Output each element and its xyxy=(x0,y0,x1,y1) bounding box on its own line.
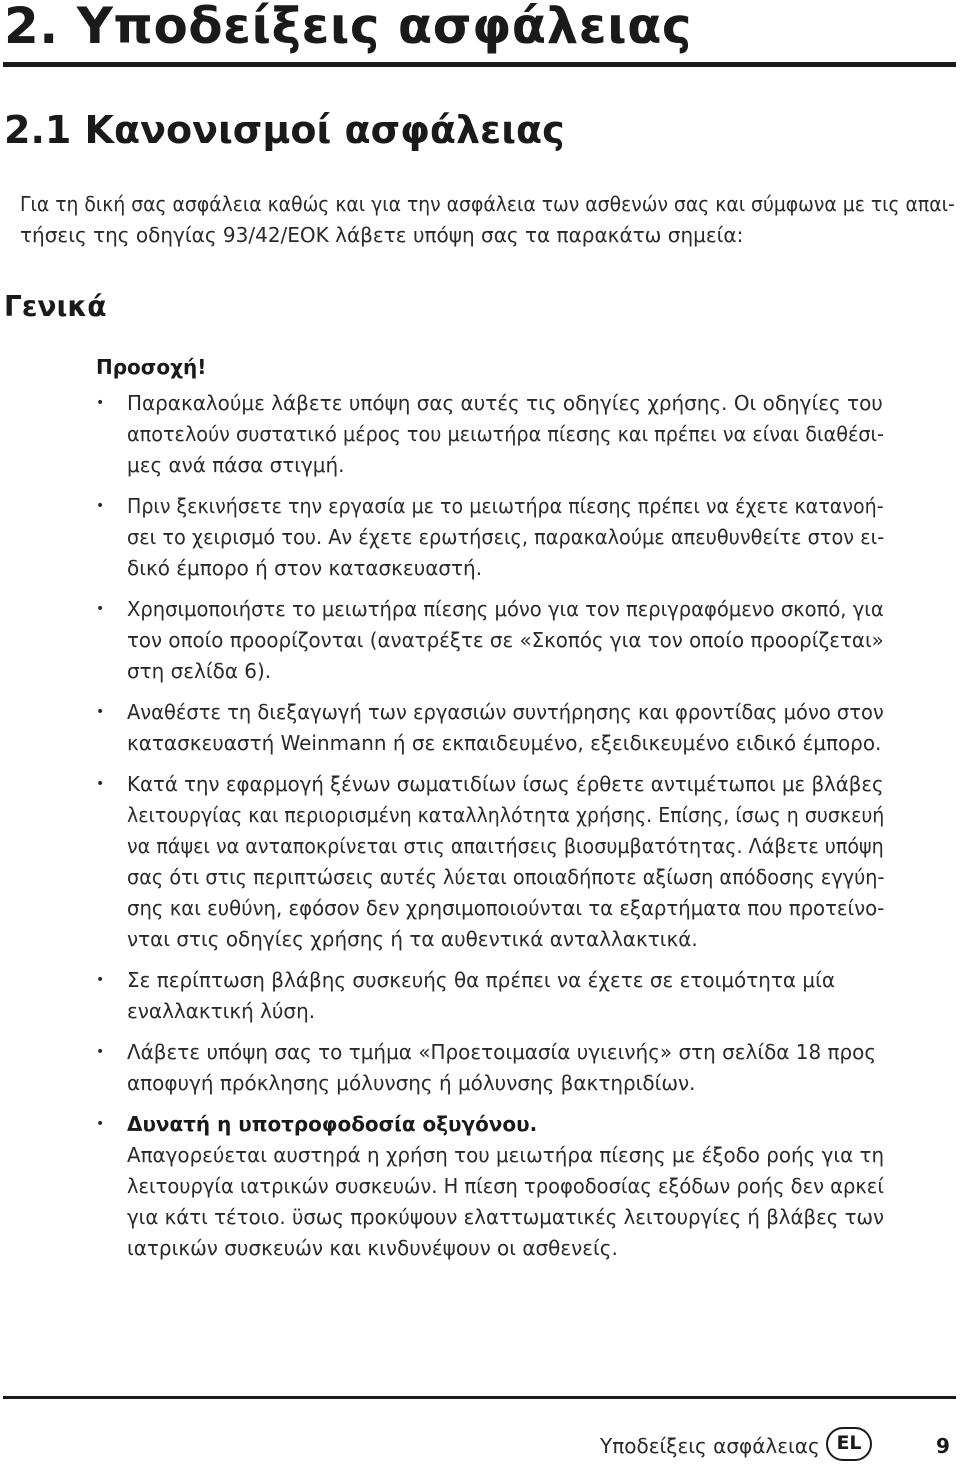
bullet-line: να πάψει να ανταποκρίνεται στις απαιτήσεις βιοσυμβατότητας. Λάβετε υπόψη xyxy=(127,834,884,858)
bullet-line: αποτελούν συστατικό μέρος του μειωτήρα πίεσης και πρέπει να είναι διαθέσι- xyxy=(127,422,884,446)
bullet-warning-heading: Δυνατή η υποτροφοδοσία οξυγόνου. xyxy=(127,1112,538,1136)
safety-bullet-instructions xyxy=(96,388,886,481)
bullet-line: Παρακαλούμε λάβετε υπόψη σας αυτές τις οδηγίες χρήσης. Οι οδηγίες του xyxy=(127,391,883,415)
bullet-line: ιατρικών συσκευών και κινδυνέψουν οι ασθενείς. xyxy=(127,1236,618,1260)
bullet-icon: • xyxy=(96,498,105,514)
bullet-line: σης και ευθύνη, εφόσον δεν χρησιμοποιούνται τα εξαρτήματα που προτείνο- xyxy=(127,896,885,920)
bullet-line: Πριν ξεκινήσετε την εργασία με το μειωτήρα πίεσης πρέπει να έχετε κατανοή- xyxy=(127,494,884,518)
bullet-line: σας ότι στις περιπτώσεις αυτές λύεται οποιαδήποτε αξίωση απόδοσης εγγύη- xyxy=(127,865,885,889)
bullet-line: Κατά την εφαρμογή ξένων σωματιδίων ίσως έρθετε αντιμέτωποι με βλάβες xyxy=(127,772,884,796)
intro-line: Για τη δική σας ασφάλεια καθώς και για την ασφάλεια των ασθενών σας και σύμφωνα με τις απαι- xyxy=(20,192,955,216)
title-divider xyxy=(3,62,956,67)
bullet-line: τον οποίο προορίζονται (ανατρέξτε σε «Σκοπός για τον οποίο προορίζεται» xyxy=(127,628,884,652)
bullet-line: στη σελίδα 6). xyxy=(127,659,272,683)
language-badge: EL xyxy=(826,1427,872,1461)
bullet-icon: • xyxy=(96,395,105,411)
safety-bullet-alternative xyxy=(96,965,886,1027)
bullet-icon: • xyxy=(96,704,105,720)
bullet-icon: • xyxy=(96,1116,105,1132)
bullet-icon: • xyxy=(96,1044,105,1060)
bullet-line: δικό έμπορο ή στον κατασκευαστή. xyxy=(127,556,483,580)
attention-label: Προσοχή! xyxy=(96,355,207,379)
bullet-icon: • xyxy=(96,972,105,988)
chapter-title: 2. Υποδείξεις ασφάλειας xyxy=(4,0,693,55)
bullet-line: λειτουργία ιατρικών συσκευών. Η πίεση τροφοδοσίας εξόδων ροής δεν αρκεί xyxy=(127,1174,884,1198)
bullet-line: κατασκευαστή Weinmann ή σε εκπαιδευμένο, εξειδικευμένο ειδικό έμπορο. xyxy=(127,731,882,755)
safety-bullet-intended-use xyxy=(96,594,886,687)
bullet-line: Απαγορεύεται αυστηρά η χρήση του μειωτήρα πίεσης με έξοδο ροής για τη xyxy=(127,1143,885,1167)
bullet-line: Αναθέστε τη διεξαγωγή των εργασιών συντήρησης και φροντίδας μόνο στον xyxy=(127,700,884,724)
bullet-line: λειτουργίας και περιορισμένη καταλληλότητα χρήσης. Επίσης, ίσως η συσκευή xyxy=(127,803,885,827)
bullet-line: Χρησιμοποιήστε το μειωτήρα πίεσης μόνο για τον περιγραφόμενο σκοπό, για xyxy=(127,597,884,621)
bullet-icon: • xyxy=(96,601,105,617)
safety-bullet-hygiene xyxy=(96,1037,886,1099)
footer-section-name: Υποδείξεις ασφάλειας xyxy=(600,1434,820,1458)
bullet-icon: • xyxy=(96,776,105,792)
bullet-line: νται στις οδηγίες χρήσης ή τα αυθεντικά ανταλλακτικά. xyxy=(127,927,698,951)
intro-paragraph xyxy=(20,189,955,251)
safety-bullet-list xyxy=(96,388,886,1264)
bullet-line: Σε περίπτωση βλάβης συσκευής θα πρέπει να έχετε σε ετοιμότητα μία xyxy=(127,968,836,992)
safety-bullet-foreign-parts xyxy=(96,769,886,955)
bullet-line: Λάβετε υπόψη σας το τμήμα «Προετοιμασία υγιεινής» στη σελίδα 18 προς xyxy=(127,1040,877,1064)
general-heading: Γενικά xyxy=(4,290,107,323)
bullet-line: σει το χειρισμό του. Αν έχετε ερωτήσεις, παρακαλούμε απευθυνθείτε στον ει- xyxy=(127,525,885,549)
footer-divider xyxy=(3,1396,956,1399)
bullet-line: μες ανά πάσα στιγμή. xyxy=(127,453,345,477)
intro-line: τήσεις της οδηγίας 93/42/ΕΟΚ λάβετε υπόψη σας τα παρακάτω σημεία: xyxy=(20,223,744,247)
bullet-line: για κάτι τέτοιο. ϋσως προκύψουν ελαττωματικές λειτουργίες ή βλάβες των xyxy=(127,1205,885,1229)
safety-bullet-oxygen-warning xyxy=(96,1109,886,1264)
bullet-line: εναλλακτική λύση. xyxy=(127,999,316,1023)
safety-bullet-maintenance xyxy=(96,697,886,759)
section-title: 2.1 Κανονισμοί ασφάλειας xyxy=(4,108,565,152)
page-number: 9 xyxy=(936,1434,950,1458)
safety-bullet-understand-operation xyxy=(96,491,886,584)
bullet-line: αποφυγή πρόκλησης μόλυνσης ή μόλυνσης βακτηριδίων. xyxy=(127,1071,696,1095)
